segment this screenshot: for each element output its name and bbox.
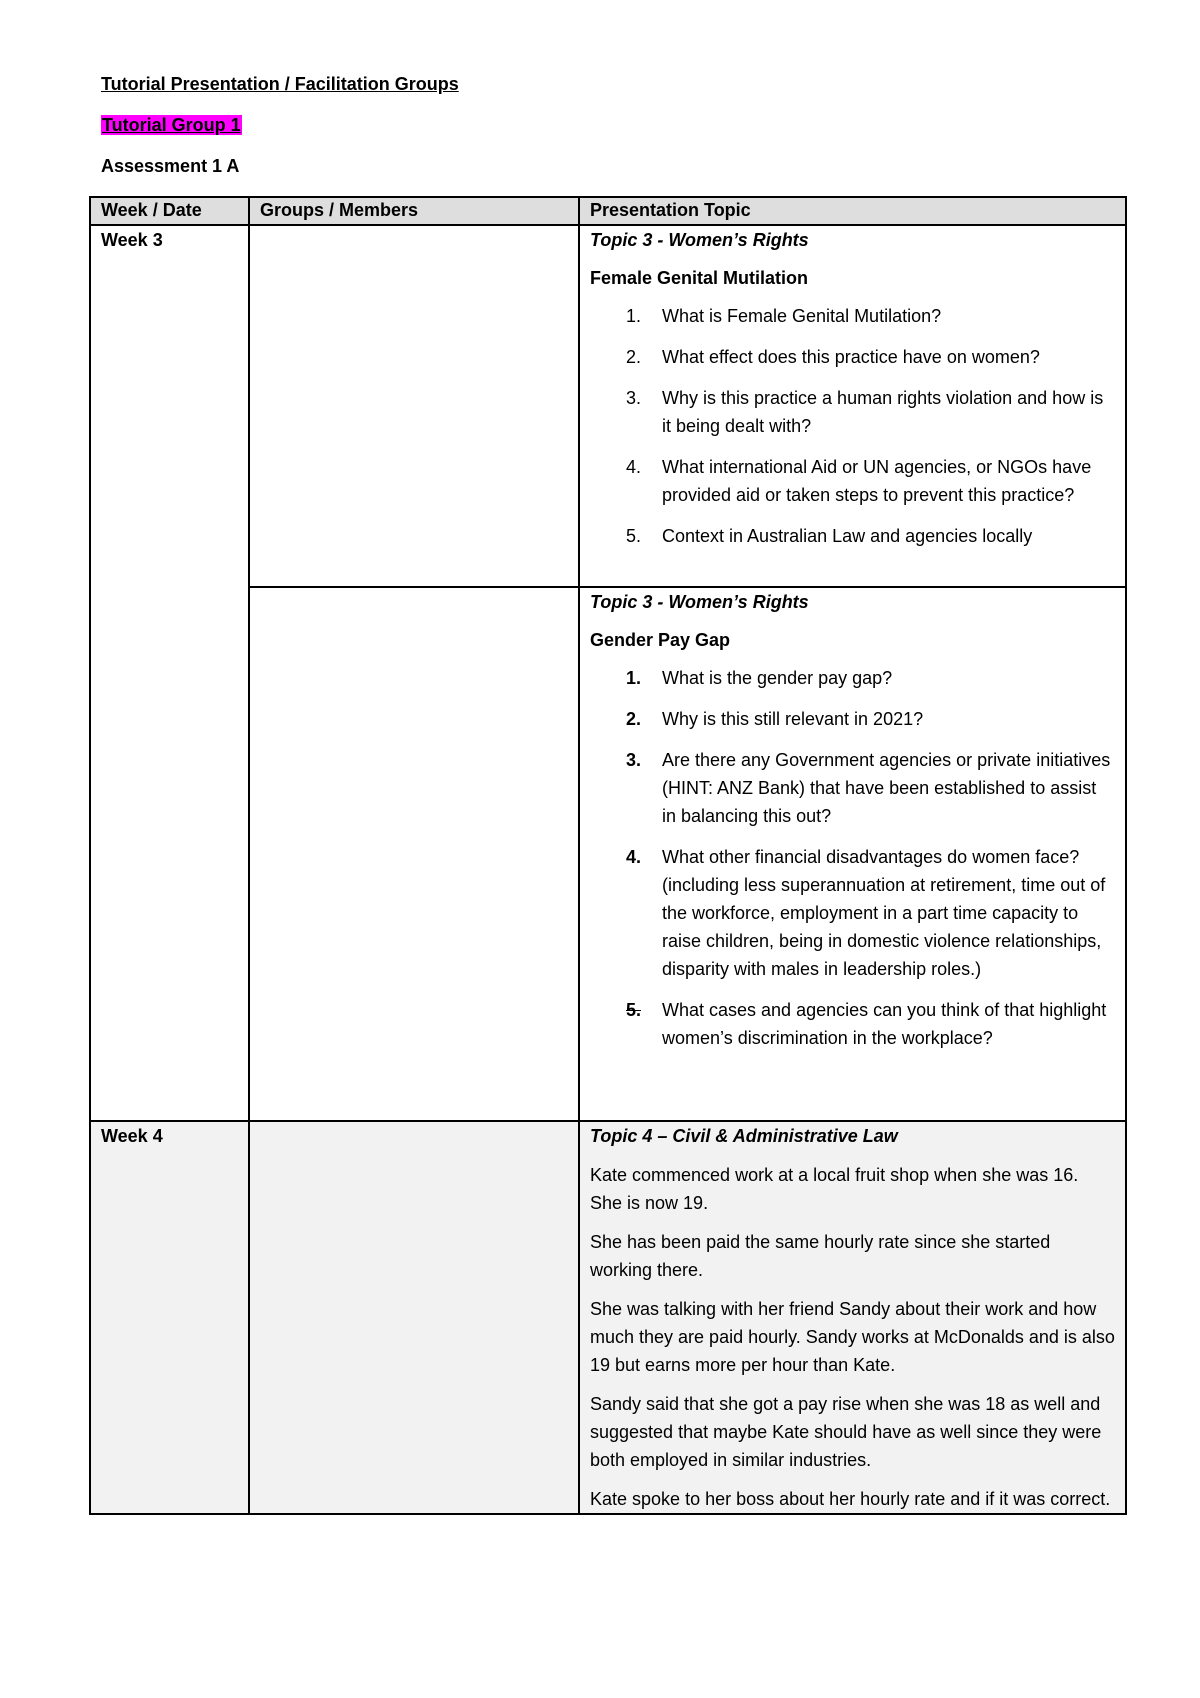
scenario-paragraph: She has been paid the same hourly rate since she started working there.	[590, 1232, 1051, 1280]
topic-subtitle: Gender Pay Gap	[590, 630, 731, 650]
question-list	[590, 664, 1115, 1052]
question-list	[590, 302, 1115, 550]
list-item: 4. What international Aid or UN agencies, or NGOs have provided aid or taken steps to prevent this practice?	[626, 457, 1092, 505]
document-title: Tutorial Presentation / Facilitation Groups	[101, 74, 459, 94]
list-item: 1. What is Female Genital Mutilation?	[626, 306, 942, 326]
table-row	[90, 1121, 1126, 1514]
list-item: 3. Why is this practice a human rights violation and how is it being dealt with?	[626, 388, 1104, 436]
week-4-cell: Week 4	[90, 1121, 249, 1514]
table-header-row	[90, 197, 1126, 225]
list-item: 1. What is the gender pay gap?	[626, 668, 893, 688]
scenario-paragraph: Kate spoke to her boss about her hourly rate and if it was correct.	[590, 1489, 1111, 1509]
topic-cell-pay-gap	[579, 587, 1126, 1121]
list-item: 5. What cases and agencies can you think of that highlight women’s discrimination in the workplace?	[626, 1000, 1107, 1048]
scenario-paragraph: She was talking with her friend Sandy about their work and how much they are paid hourly. Sandy works at McDonalds and is also 19 but earns more per hour than Kate.	[590, 1299, 1115, 1375]
topic-heading: Topic 3 - Women’s Rights	[590, 592, 809, 612]
tutorial-group-heading	[101, 114, 242, 136]
assessment-heading: Assessment 1 A	[101, 156, 240, 176]
header-week-date: Week / Date	[90, 197, 249, 225]
header-groups-members: Groups / Members	[249, 197, 579, 225]
schedule-table	[89, 196, 1127, 1515]
list-item: 5. Context in Australian Law and agencies locally	[626, 526, 1033, 546]
topic-heading: Topic 3 - Women’s Rights	[590, 230, 809, 250]
group-members-cell[interactable]	[249, 225, 579, 587]
topic-cell-fgm	[579, 225, 1126, 587]
list-item: 2. What effect does this practice have on women?	[626, 347, 1040, 367]
week-3-cell: Week 3	[90, 225, 249, 1121]
table-row	[90, 225, 1126, 587]
scenario-paragraph: Kate commenced work at a local fruit shop when she was 16. She is now 19.	[590, 1165, 1079, 1213]
scenario-paragraph: Sandy said that she got a pay rise when she was 18 as well and suggested that maybe Kate should have as well since they were both employed in similar industries.	[590, 1394, 1102, 1470]
tutorial-group-highlight: Tutorial Group 1	[102, 115, 241, 135]
list-item: 2. Why is this still relevant in 2021?	[626, 709, 924, 729]
topic-heading: Topic 4 – Civil & Administrative Law	[590, 1126, 898, 1146]
group-members-cell[interactable]	[249, 587, 579, 1121]
group-members-cell[interactable]	[249, 1121, 579, 1514]
list-item: 4. What other financial disadvantages do women face? (including less superannuation at retirement, time out of the workforce, employment in a part time capacity to raise children, being in domestic violence relationships, disparity with males in leadership roles.)	[626, 847, 1106, 979]
topic-cell-civil-law	[579, 1121, 1126, 1514]
list-item: 3. Are there any Government agencies or private initiatives (HINT: ANZ Bank) that have been established to assist in balancing this out?	[626, 750, 1111, 826]
header-presentation-topic: Presentation Topic	[579, 197, 1126, 225]
topic-subtitle: Female Genital Mutilation	[590, 268, 809, 288]
